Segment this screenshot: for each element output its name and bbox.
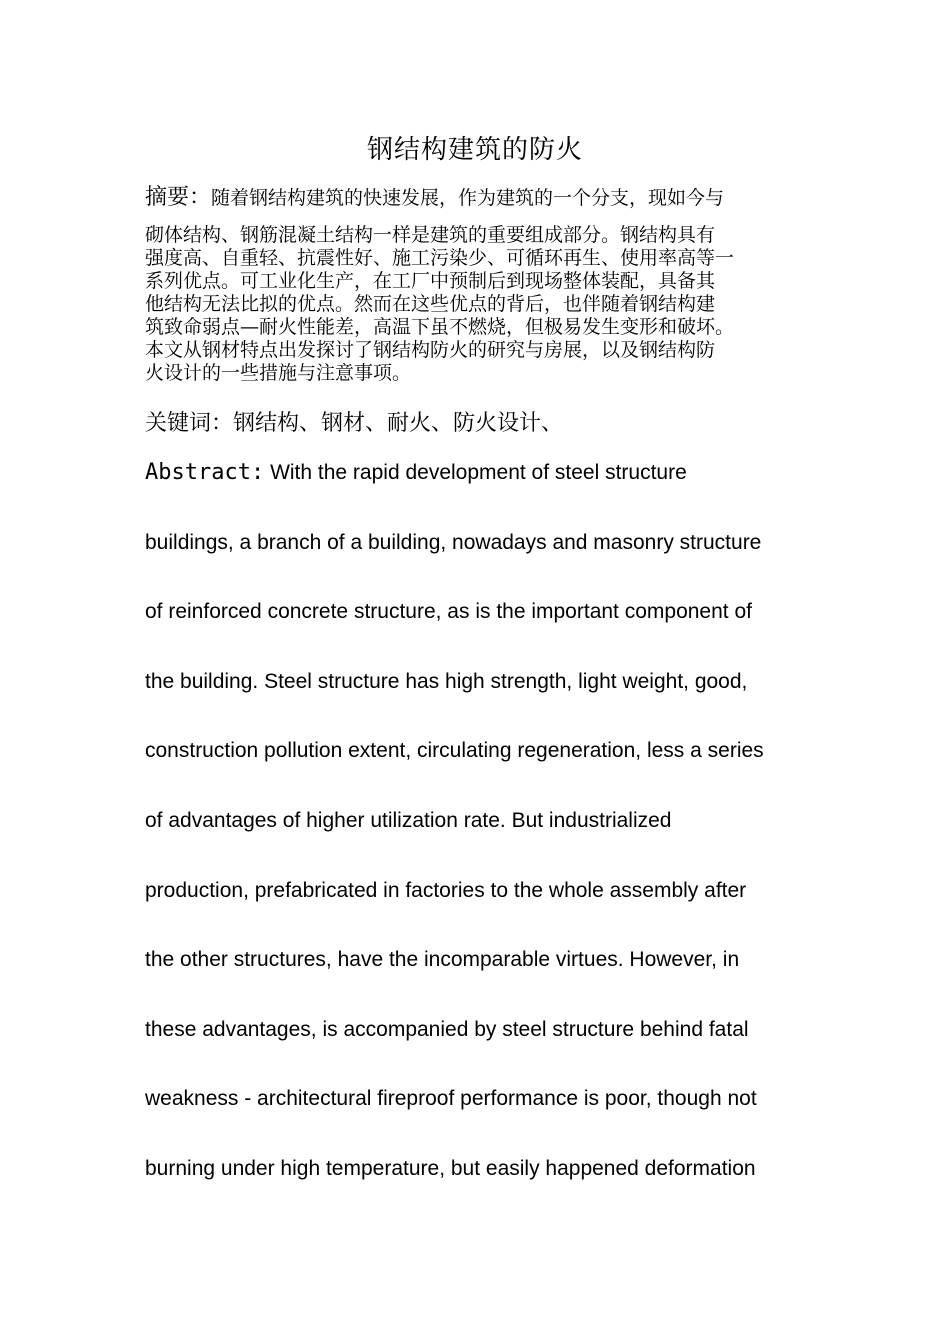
chinese-abstract-line: 他结构无法比拟的优点。然而在这些优点的背后，也伴随着钢结构建 xyxy=(145,293,716,315)
english-abstract-line: the other structures, have the incomparable virtues. However, in xyxy=(145,948,740,972)
english-abstract-line: construction pollution extent, circulating regeneration, less a series xyxy=(145,739,764,763)
english-abstract-line: burning under high temperature, but easily happened deformation xyxy=(145,1156,756,1180)
english-abstract-label: Abstract: xyxy=(145,460,265,485)
chinese-abstract-line: 火设计的一些措施与注意事项。 xyxy=(145,362,412,384)
english-abstract xyxy=(145,458,845,1224)
english-abstract-line: the building. Steel structure has high strength, light weight, good, xyxy=(145,669,748,693)
chinese-abstract-line: 筑致命弱点—耐火性能差，高温下虽不燃烧，但极易发生变形和破坏。 xyxy=(145,316,735,338)
english-abstract-line: of reinforced concrete structure, as is the important component of xyxy=(145,600,752,624)
keywords-text: 钢结构、钢材、耐火、防火设计、 xyxy=(233,411,564,436)
chinese-abstract xyxy=(145,186,820,385)
chinese-abstract-line: 系列优点。可工业化生产，在工厂中预制后到现场整体装配，具备其 xyxy=(145,270,716,292)
chinese-abstract-label: 摘要： xyxy=(145,185,212,210)
english-abstract-line: production, prefabricated in factories to the whole assembly after xyxy=(145,878,747,902)
keywords-label: 关键词： xyxy=(145,411,234,436)
english-abstract-line: these advantages, is accompanied by steel structure behind fatal xyxy=(145,1017,749,1041)
chinese-abstract-first-line xyxy=(145,186,820,210)
english-abstract-first-line xyxy=(145,458,845,528)
chinese-abstract-line: 强度高、自重轻、抗震性好、施工污染少、可循环再生、使用率高等一 xyxy=(145,247,735,269)
keywords-line xyxy=(145,409,563,439)
document-title: 钢结构建筑的防火 xyxy=(366,135,583,165)
english-abstract-line: weakness - architectural fireproof performance is poor, though not xyxy=(145,1087,757,1111)
chinese-abstract-line: 砌体结构、钢筋混凝土结构一样是建筑的重要组成部分。钢结构具有 xyxy=(145,224,716,246)
chinese-abstract-line: 本文从钢材特点出发探讨了钢结构防火的研究与房展，以及钢结构防 xyxy=(145,339,716,361)
english-abstract-line: buildings, a branch of a building, nowadays and masonry structure xyxy=(145,530,762,554)
english-abstract-line: of advantages of higher utilization rate. But industrialized xyxy=(145,808,672,832)
chinese-abstract-line: 随着钢结构建筑的快速发展，作为建筑的一个分支，现如今与 xyxy=(211,187,725,209)
english-abstract-line: With the rapid development of steel structure xyxy=(270,461,687,484)
